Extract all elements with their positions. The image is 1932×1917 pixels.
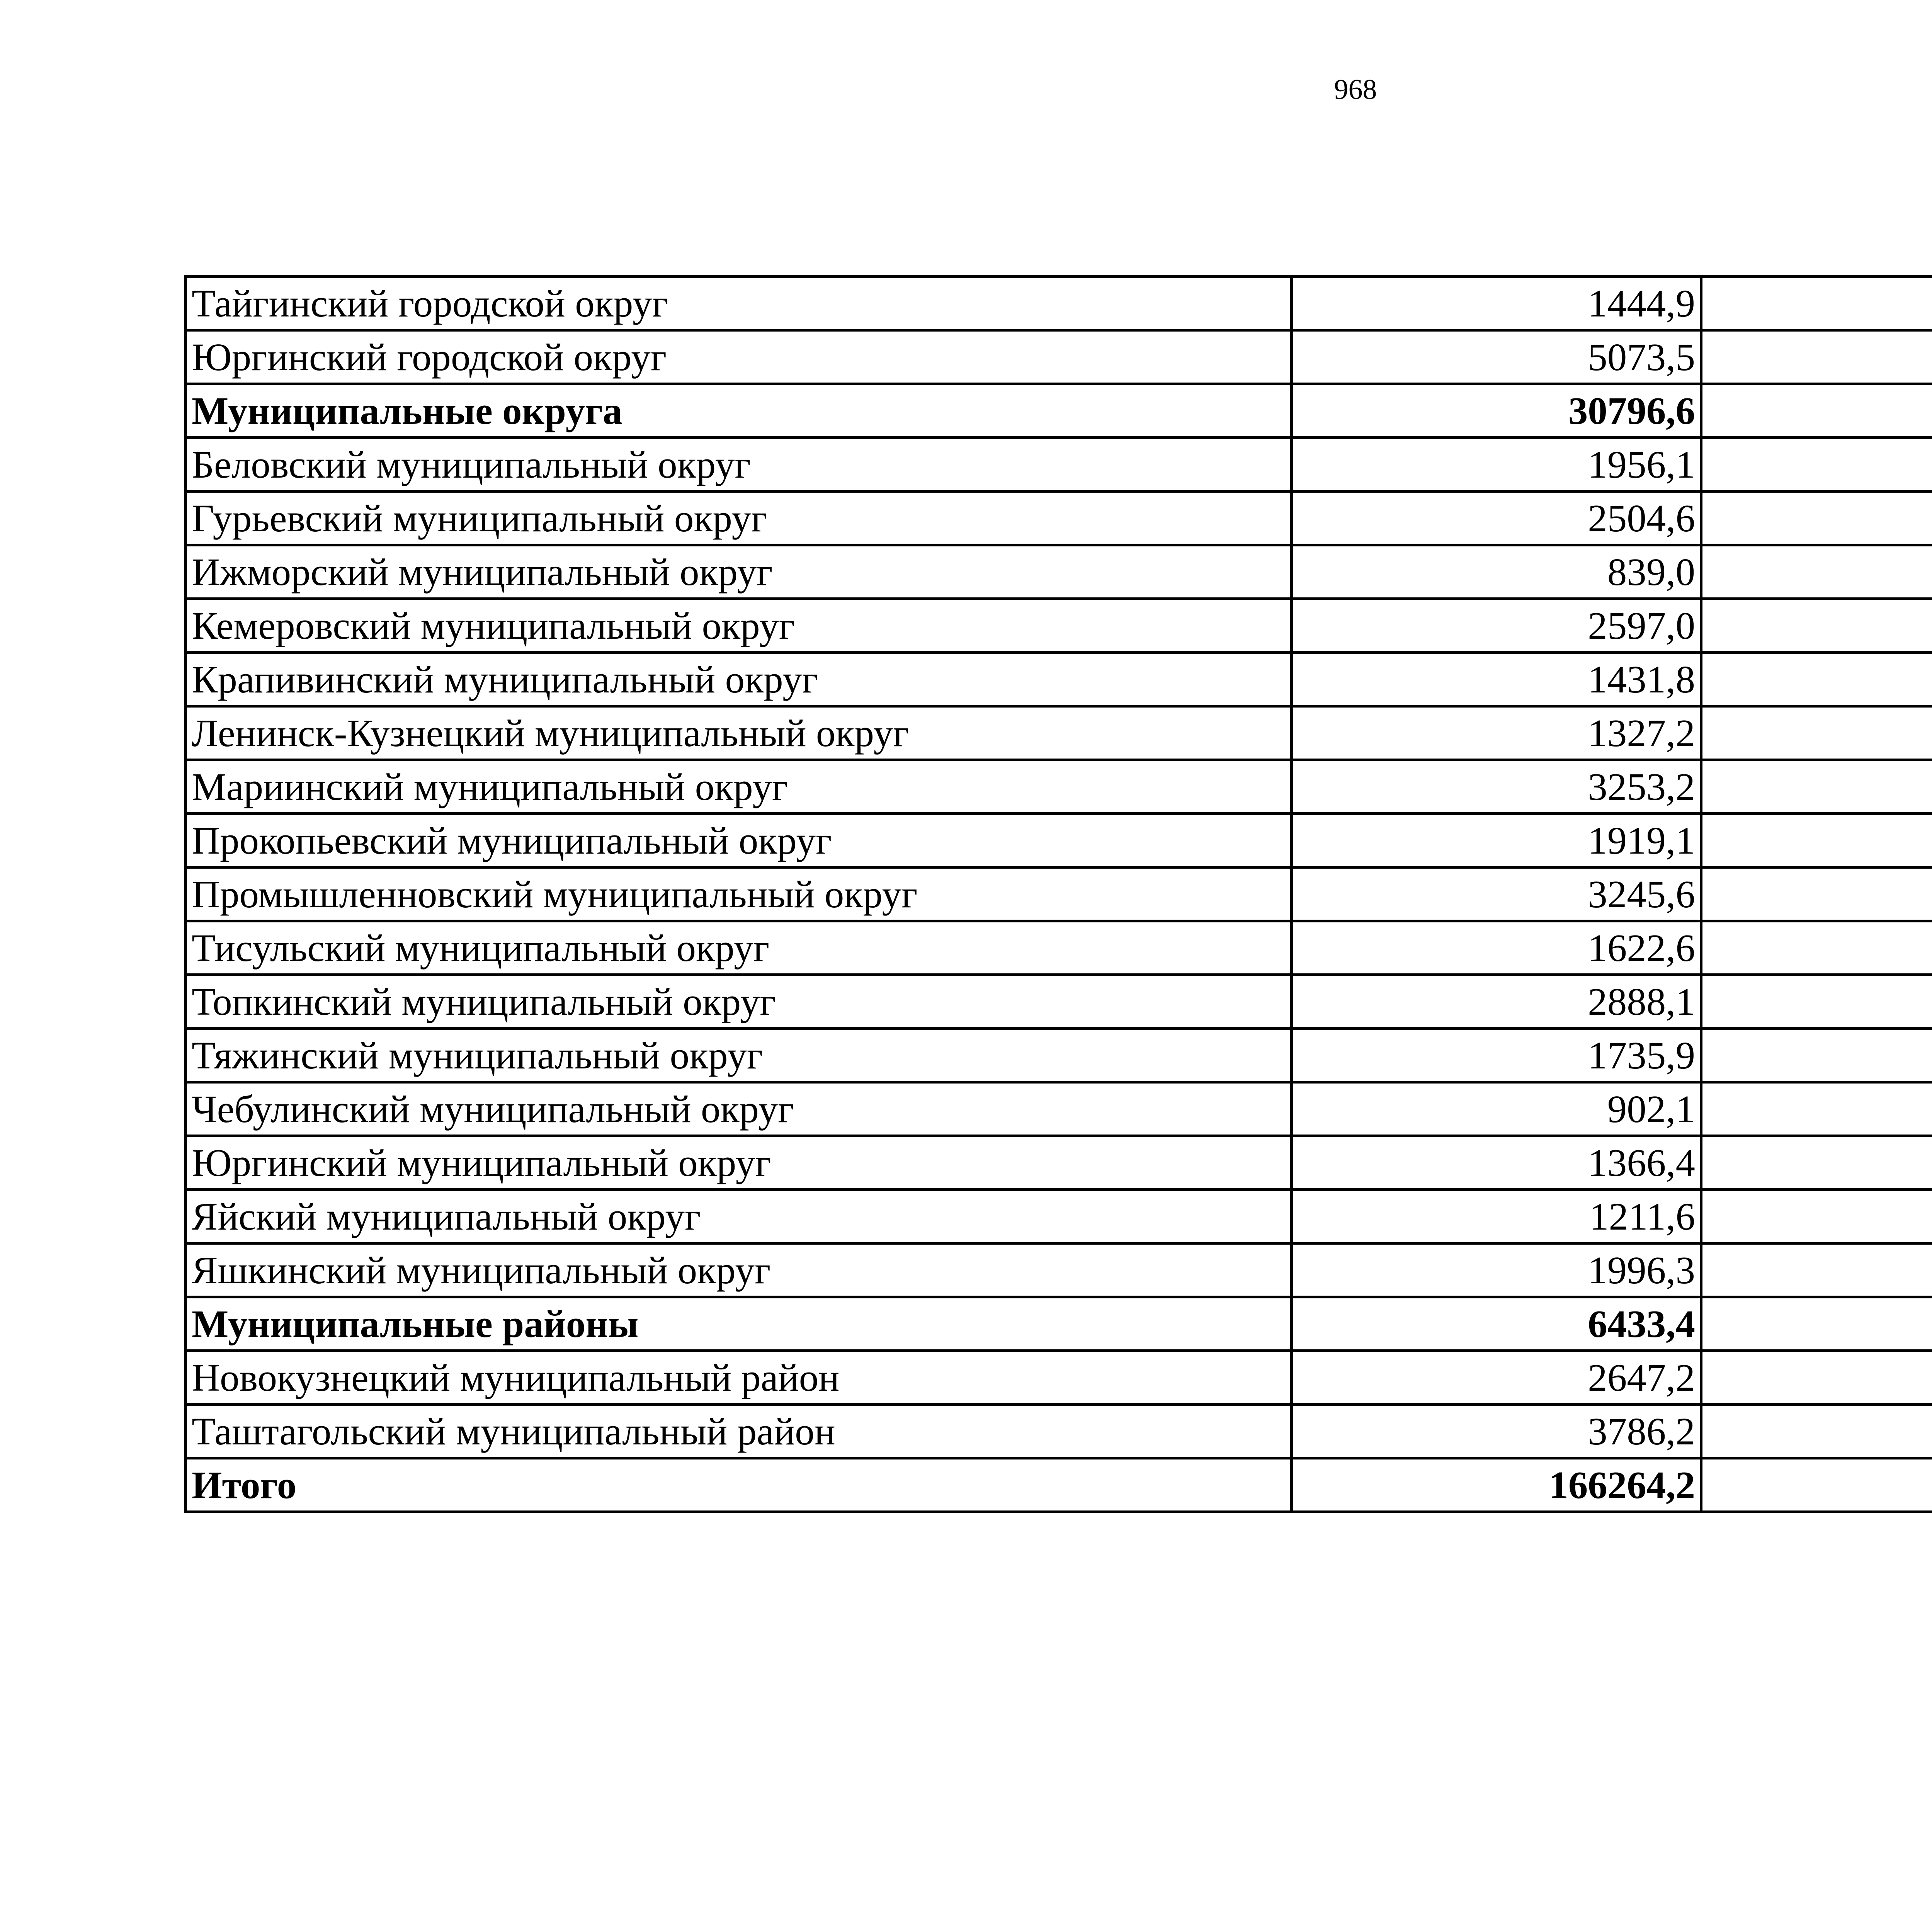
row-name-cell: Беловский муниципальный округ: [186, 438, 1292, 492]
row-value-1-cell: 839,0: [1292, 545, 1701, 599]
table-body: [186, 277, 1932, 1512]
row-name-cell: Промышленновский муниципальный округ: [186, 867, 1292, 921]
row-value-2-cell: [1701, 1029, 1932, 1082]
row-name-cell: Ижморский муниципальный округ: [186, 545, 1292, 599]
row-value-2-cell: [1701, 1243, 1932, 1297]
row-value-2-cell: [1701, 599, 1932, 653]
table-row-subtotal: [186, 1458, 1932, 1512]
table-row: [186, 1351, 1932, 1405]
row-name-cell: Чебулинский муниципальный округ: [186, 1082, 1292, 1136]
row-name-cell: Муниципальные районы: [186, 1297, 1292, 1351]
table-row: [186, 1136, 1932, 1190]
row-name-cell: Юргинский муниципальный округ: [186, 1136, 1292, 1190]
row-value-2-cell: [1701, 653, 1932, 706]
row-value-1-cell: 2888,1: [1292, 975, 1701, 1029]
table-row: [186, 1029, 1932, 1082]
row-value-2-cell: [1701, 921, 1932, 975]
row-value-1-cell: 1919,1: [1292, 814, 1701, 867]
row-value-1-cell: 1327,2: [1292, 706, 1701, 760]
row-name-cell: Тисульский муниципальный округ: [186, 921, 1292, 975]
table-row: [186, 438, 1932, 492]
row-value-2-cell: [1701, 975, 1932, 1029]
row-name-cell: Прокопьевский муниципальный округ: [186, 814, 1292, 867]
table-row: [186, 277, 1932, 330]
row-value-2-cell: [1701, 1136, 1932, 1190]
table-row-subtotal: [186, 384, 1932, 438]
row-value-1-cell: 1211,6: [1292, 1190, 1701, 1243]
table-row: [186, 330, 1932, 384]
row-name-cell: Ленинск-Кузнецкий муниципальный округ: [186, 706, 1292, 760]
row-name-cell: Крапивинский муниципальный округ: [186, 653, 1292, 706]
row-name-cell: Тяжинский муниципальный округ: [186, 1029, 1292, 1082]
row-value-1-cell: 1956,1: [1292, 438, 1701, 492]
table-row: [186, 760, 1932, 814]
table-row: [186, 1190, 1932, 1243]
row-value-1-cell: 166264,2: [1292, 1458, 1701, 1512]
row-value-1-cell: 1622,6: [1292, 921, 1701, 975]
row-value-1-cell: 2597,0: [1292, 599, 1701, 653]
row-value-1-cell: 902,1: [1292, 1082, 1701, 1136]
row-value-1-cell: 6433,4: [1292, 1297, 1701, 1351]
table-row: [186, 814, 1932, 867]
row-name-cell: Тайгинский городской округ: [186, 277, 1292, 330]
row-value-2-cell: [1701, 1190, 1932, 1243]
row-value-2-cell: [1701, 1405, 1932, 1458]
row-value-2-cell: [1701, 384, 1932, 438]
row-name-cell: Яшкинский муниципальный округ: [186, 1243, 1292, 1297]
row-name-cell: Муниципальные округа: [186, 384, 1292, 438]
table-row: [186, 1405, 1932, 1458]
row-value-1-cell: 2504,6: [1292, 492, 1701, 545]
row-value-2-cell: [1701, 545, 1932, 599]
row-value-1-cell: 1431,8: [1292, 653, 1701, 706]
row-name-cell: Топкинский муниципальный округ: [186, 975, 1292, 1029]
row-value-1-cell: 1735,9: [1292, 1029, 1701, 1082]
row-value-1-cell: 2647,2: [1292, 1351, 1701, 1405]
budget-table: [184, 275, 1932, 1513]
table-row: [186, 1082, 1932, 1136]
row-value-2-cell: [1701, 438, 1932, 492]
row-name-cell: Яйский муниципальный округ: [186, 1190, 1292, 1243]
row-value-2-cell: [1701, 1297, 1932, 1351]
row-name-cell: Гурьевский муниципальный округ: [186, 492, 1292, 545]
table-row: [186, 867, 1932, 921]
row-value-2-cell: [1701, 330, 1932, 384]
row-name-cell: Юргинский городской округ: [186, 330, 1292, 384]
row-value-1-cell: 1444,9: [1292, 277, 1701, 330]
table-row: [186, 1243, 1932, 1297]
row-value-1-cell: 3245,6: [1292, 867, 1701, 921]
row-value-1-cell: 3786,2: [1292, 1405, 1701, 1458]
row-value-2-cell: [1701, 1082, 1932, 1136]
row-value-2-cell: [1701, 277, 1932, 330]
table-row: [186, 599, 1932, 653]
table-row: [186, 706, 1932, 760]
row-value-2-cell: [1701, 760, 1932, 814]
table-row: [186, 975, 1932, 1029]
row-value-1-cell: 30796,6: [1292, 384, 1701, 438]
row-value-2-cell: [1701, 492, 1932, 545]
row-value-2-cell: [1701, 1351, 1932, 1405]
page-number: 968: [1334, 74, 1377, 105]
row-value-2-cell: [1701, 814, 1932, 867]
row-name-cell: Таштагольский муниципальный район: [186, 1405, 1292, 1458]
table-row: [186, 492, 1932, 545]
row-value-1-cell: 1996,3: [1292, 1243, 1701, 1297]
row-value-1-cell: 5073,5: [1292, 330, 1701, 384]
table-row-subtotal: [186, 1297, 1932, 1351]
row-value-1-cell: 1366,4: [1292, 1136, 1701, 1190]
table-row: [186, 653, 1932, 706]
row-name-cell: Новокузнецкий муниципальный район: [186, 1351, 1292, 1405]
row-name-cell: Мариинский муниципальный округ: [186, 760, 1292, 814]
row-name-cell: Кемеровский муниципальный округ: [186, 599, 1292, 653]
row-value-2-cell: [1701, 1458, 1932, 1512]
row-value-1-cell: 3253,2: [1292, 760, 1701, 814]
row-value-2-cell: [1701, 706, 1932, 760]
table-row: [186, 545, 1932, 599]
row-value-2-cell: [1701, 867, 1932, 921]
row-name-cell: Итого: [186, 1458, 1292, 1512]
table-row: [186, 921, 1932, 975]
